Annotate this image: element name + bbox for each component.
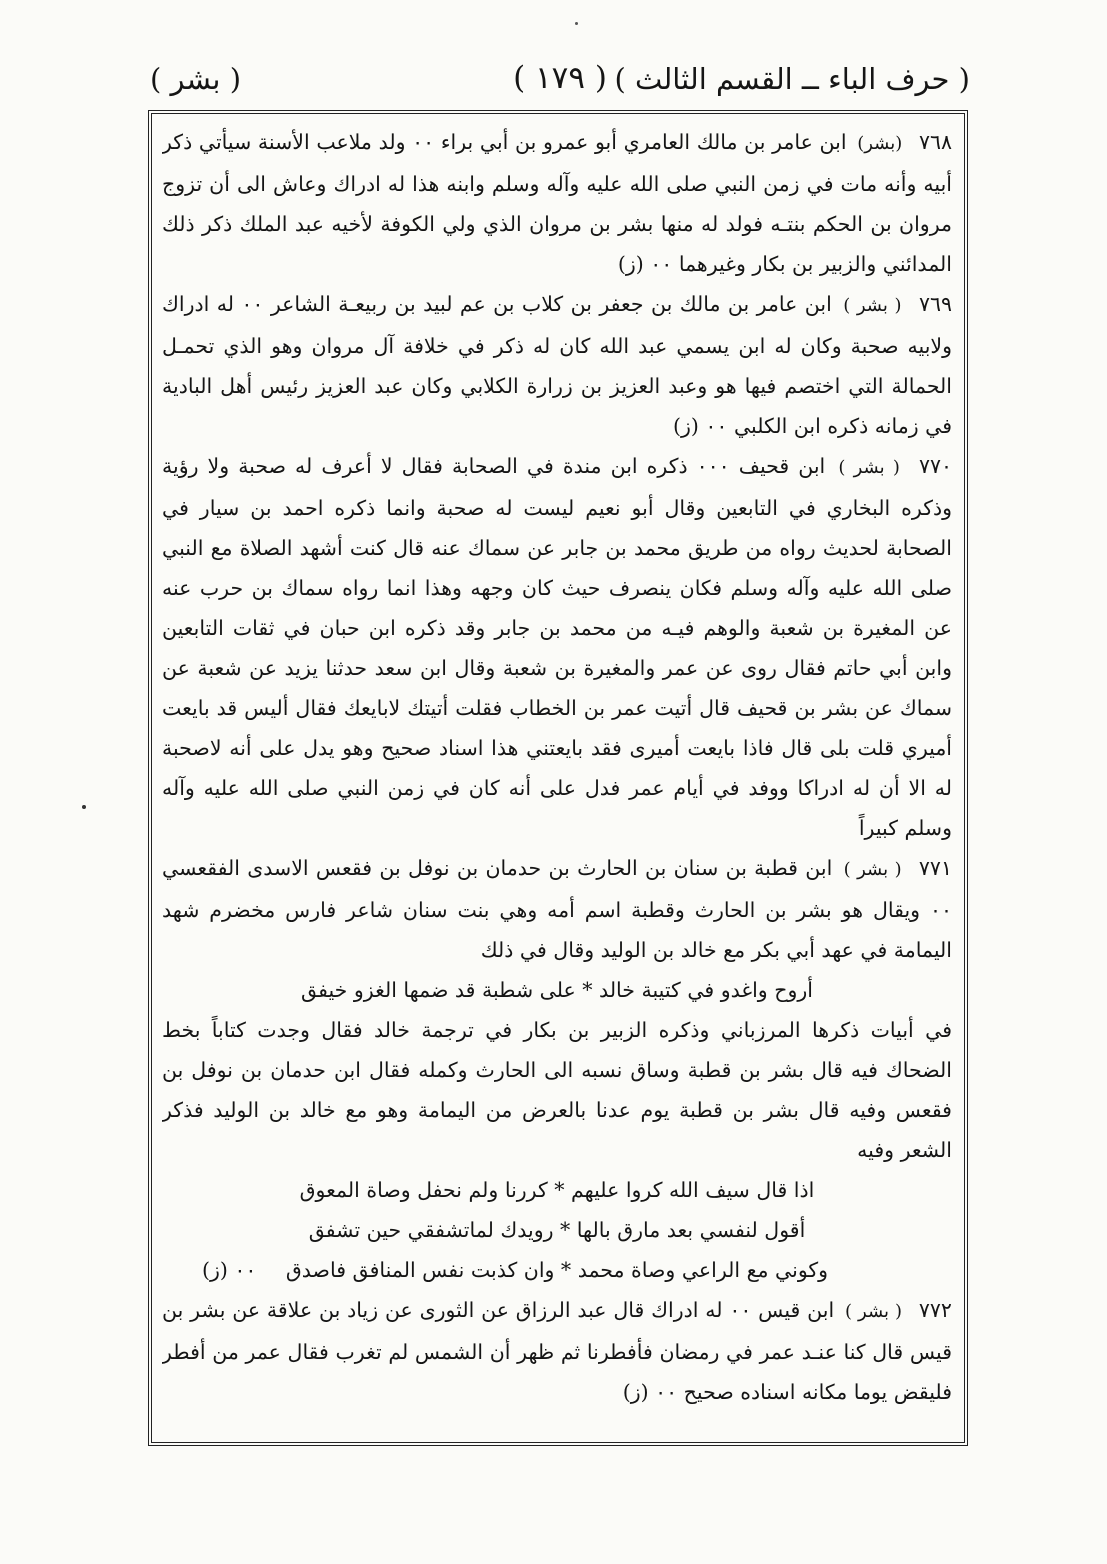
entry-name: ( بشر ) [838,457,900,478]
commentary-paragraph: في أبيات ذكرها المرزباني وذكره الزبير بن بكار في ترجمة خالد فقال وجدت كتاباً بخط الضحاك فيه قال بشر بن قطبة وساق نسبه الى الحارث وكمله فقال ابن حدمان بن نوفل بن فقعس وفيه قال بشر بن قطبة يوم عدنا بالعرض من اليمامة وهو مع خالد بن الوليد فذكر الشعر وفيه [162,1018,952,1162]
margin-dot [82,805,86,809]
entry-name: ( بشر ) [843,295,902,316]
poem-verse: وكوني مع الراعي وصاة محمد * وان كذبت نفس المنافق فاصدق [285,1258,829,1282]
entry-text: ابن عامر بن مالك العامري أبو عمرو بن أبي براء ٠٠ ولد ملاعب الأسنة سيأتي ذكر أبيه وأنه مات في زمن النبي صلى الله عليه وآله وسلم وابنه هذا له ادراك وعاش الى أن تزوج مروان بن الحكم بنتـه فولد له منها بشر بن مروان الذي ولي الكوفة لأخيه عبد الملك ذكر ذلك المدائني والزبير بن بكار وغيرهما ٠٠ (ز) [162,130,952,276]
entry-text: ابن قطبة بن سنان بن الحارث بن حدمان بن نوفل بن فقعس الاسدى الفقعسي ٠٠ ويقال هو بشر بن الحارث وقطبة اسم أمه وهي بنت سنان شاعر فارس مخضرم شهد اليمامة في عهد أبي بكر مع خالد بن الوليد وقال في ذلك [162,856,952,962]
entry-keyword: ( بشر ) [150,62,242,96]
entry-text: ابن عامر بن مالك بن جعفر بن كلاب بن عم لبيد بن ربيعـة الشاعر ٠٠ له ادراك ولابيه صحبة وكان له ابن يسمي عبد الله كان له ذكر في خلافة آل مروان وهو الذي تحمـل الحمالة التي اختصم فيها هو وعبد العزيز بن زرارة الكلابي وكان عبد العزيز رئيس أهل البادية في زمانه ذكره ابن الكلبي ٠٠ (ز) [162,292,952,438]
entry-number: ٧٦٩ [918,292,952,316]
entry-771 [162,848,952,970]
entry-name: (بشر) [857,133,903,154]
entry-768 [162,122,952,284]
entry-number: ٧٧٢ [918,1298,952,1322]
poem-verse-final [162,1250,952,1290]
entry-number: ٧٦٨ [918,130,952,154]
page-number: ( ١٧٩ ) [513,60,607,96]
end-mark: ٠٠ (ز) [202,1258,257,1282]
poem-verse: أقول لنفسي بعد مارق بالها * رويدك لماتشفقي حين تشفق [308,1218,806,1242]
page-header [150,56,970,106]
poem-verse: أروح واغدو في كتيبة خالد * على شطبة قد ضمها الغزو خيفق [301,978,813,1002]
entry-number: ٧٧٠ [918,454,952,478]
poem-verse: اذا قال سيف الله كروا عليهم * كررنا ولم نحفل وصاة المعوق [299,1178,815,1202]
entry-772 [162,1290,952,1412]
section-title: ( حرف الباء ــ القسم الثالث ) [614,62,970,96]
entry-text: ابن قيس ٠٠ له ادراك قال عبد الرزاق عن الثورى عن زياد بن علاقة عن بشر بن قيس قال كنا عنـد عمر في رمضان فأفطرنا ثم ظهر أن الشمس لم تغرب فقال عمر من أفطر فليقض يوما مكانه اسناده صحيح ٠٠ (ز) [162,1298,952,1404]
entry-name: ( بشر ) [844,1301,903,1322]
entry-name: ( بشر ) [843,859,902,880]
entry-769 [162,284,952,446]
entry-number: ٧٧١ [918,856,952,880]
ink-dot [575,22,578,25]
entry-text: ابن قحيف ٠٠٠ ذكره ابن مندة في الصحابة فقال لا أعرف له صحبة ولا رؤية وذكره البخاري في التابعين وقال أبو نعيم ليست له صحبة وانما ذكره احمد بن سيار في الصحابة لحديث رواه من طريق محمد بن جابر عن سماك عنه قال كنت أشهد الصلاة مع النبي صلى الله عليه وآله وسلم فكان ينصرف حيث كان وجهه وهذا انما رواه سماك بن حرب عنه عن المغيرة بن شعبة والوهم فيـه من محمد بن جابر وقد ذكره ابن حبان في ثقات التابعين وابن أبي حاتم فقال روى عن عمر والمغيرة بن شعبة وقال ابن سعد حدثنا يزيد عن شعبة عن سماك عن بشر بن قحيف قال أتيت عمر بن الخطاب فقلت أتيتك لابايعك فقال أليس قد بايعت أميري قلت بلى قال فاذا بايعت أميرى فقد بايعتني هذا اسناد صحيح وهو يدل على أنه لاصحبة له الا أن له ادراكا ووفد في أيام عمر فدل على أنه كان في زمن النبي صلى الله عليه وآله وسلم كبيراً [162,454,952,840]
entry-770 [162,446,952,848]
page-body [162,122,952,1432]
